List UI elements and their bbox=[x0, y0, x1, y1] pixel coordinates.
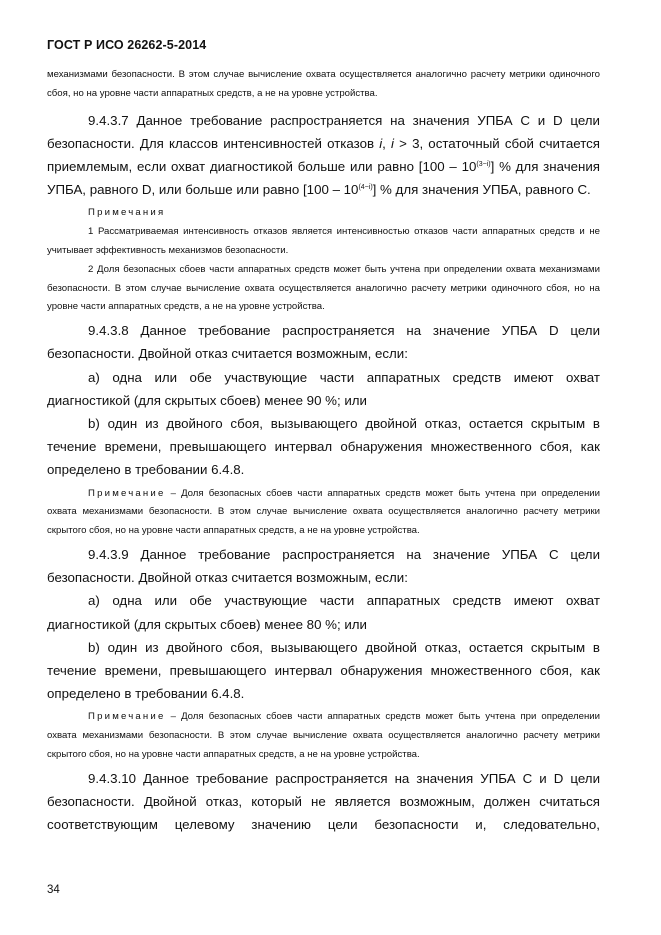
text-run: , bbox=[382, 135, 392, 151]
list-item-b: b) один из двойного сбоя, вызывающего двойной отказ, остается скрытым в течение времени, превышающего интервал обнаружения множественного сбоя, как определено в требовании 6.4.8. bbox=[47, 639, 600, 702]
note-1: 1 Рассматриваемая интенсивность отказов является интенсивностью отказов части аппаратных средств и не учитывает эффективность механизмов безопасности. bbox=[47, 226, 600, 256]
italic-var: i bbox=[391, 135, 394, 151]
paragraph-9-4-3-7 bbox=[47, 109, 600, 202]
text-run: 9.4.3.7 Данное требование распространяется на значения УПБА С и D цели безопасности. Для классов интенсивностей отказов bbox=[47, 112, 600, 151]
text-run: ] % для значения УПБА, равного С. bbox=[372, 182, 591, 198]
note-text: – Доля безопасных сбоев части аппаратных средств может быть учтена при определении охвата механизмами безопасности. В этом случае вычисление охвата осуществляется аналогично расчету метрики скрытого сбоя, но на уровне части аппаратных средств, а не на уровне устройства. bbox=[47, 487, 600, 537]
page-number: 34 bbox=[47, 884, 60, 896]
text-run: > 3, остаточный сбой считается приемлемым, если охват диагностикой больше или равно [100 – 10 bbox=[47, 135, 601, 174]
note-label: Примечание bbox=[88, 487, 166, 499]
text-run: ] % для значения УПБА, равного D, или больше или равно [100 – 10 bbox=[47, 159, 601, 198]
page-content bbox=[47, 66, 600, 836]
list-item-b: b) один из двойного сбоя, вызывающего двойной отказ, остается скрытым в течение времени, превышающего интервал обнаружения множественного сбоя, как определено в требовании 6.4.8. bbox=[47, 416, 600, 478]
note-9-4-3-8 bbox=[47, 485, 600, 541]
page-header-title: ГОСТ Р ИСО 26262-5-2014 bbox=[47, 38, 207, 52]
superscript-exponent: (4−i) bbox=[358, 184, 373, 192]
italic-var: i bbox=[379, 135, 383, 151]
note-9-4-3-9 bbox=[47, 708, 600, 764]
list-item-a: a) одна или обе участвующие части аппаратных средств имеют охват диагностикой (для скрытых сбоев) менее 90 %; или bbox=[47, 369, 600, 408]
list-item-a: a) одна или обе участвующие части аппаратных средств имеют охват диагностикой (для скрытых сбоев) менее 80 %; или bbox=[47, 593, 600, 632]
paragraph-9-4-3-10: 9.4.3.10 Данное требование распространяется на значения УПБА С и D цели безопасности. Двойной отказ, который не является возможным, должен считаться соответствующим целевому значению цели безопасности и, следовательно, bbox=[47, 770, 600, 833]
continued-paragraph: механизмами безопасности. В этом случае вычисление охвата осуществляется аналогично расчету метрики одиночного сбоя, но на уровне части аппаратных средств, а не на уровне устройства. bbox=[47, 69, 600, 99]
paragraph-9-4-3-8: 9.4.3.8 Данное требование распространяется на значение УПБА D цели безопасности. Двойной отказ считается возможным, если: bbox=[47, 323, 600, 362]
paragraph-9-4-3-9: 9.4.3.9 Данное требование распространяется на значение УПБА С цели безопасности. Двойной отказ считается возможным, если: bbox=[47, 547, 600, 586]
note-text: – Доля безопасных сбоев части аппаратных средств может быть учтена при определении охвата механизмами безопасности. В этом случае вычисление охвата осуществляется аналогично расчету метрики скрытого сбоя, но на уровне части аппаратных средств, а не на уровне устройства. bbox=[47, 711, 600, 761]
note-2: 2 Доля безопасных сбоев части аппаратных средств может быть учтена при определении охвата механизмами безопасности. В этом случае вычисление охвата осуществляется аналогично расчету метрики одиночного сбоя, но на уровне части аппаратных средств, а не на уровне устройства. bbox=[47, 263, 600, 313]
notes-label: Примечания bbox=[88, 207, 166, 219]
note-label: Примечание bbox=[88, 711, 166, 723]
superscript-exponent: (3−i) bbox=[476, 161, 491, 168]
